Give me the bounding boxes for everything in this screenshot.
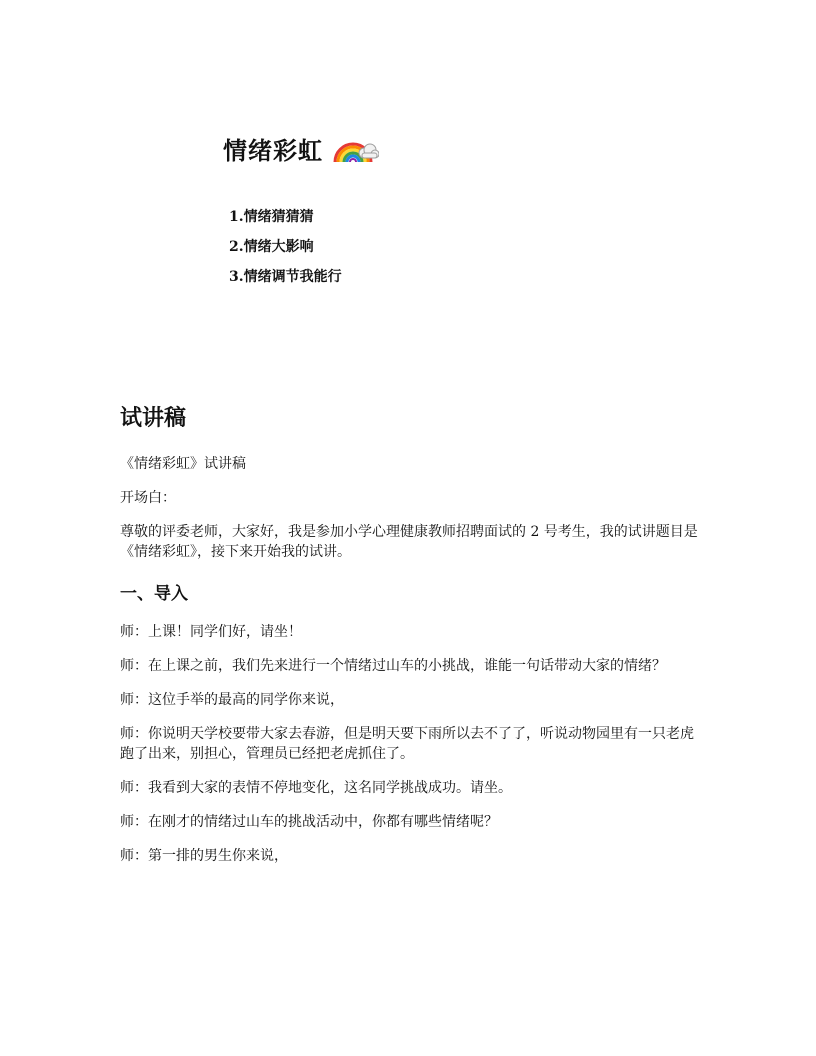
section-title: 试讲稿 xyxy=(120,405,187,431)
dialogue-line: 师：这位手举的最高的同学你来说， xyxy=(120,692,344,708)
opening-label: 开场白： xyxy=(120,490,176,506)
body-content xyxy=(120,398,700,880)
part1-title: 一、导入 xyxy=(120,584,188,604)
dialogue-line: 师：上课！同学们好，请坐！ xyxy=(120,624,302,640)
dialogue-line: 师：在上课之前，我们先来进行一个情绪过山车的小挑战，谁能一句话带动大家的情绪？ xyxy=(120,658,666,674)
dialogue-line: 师：在刚才的情绪过山车的挑战活动中，你都有哪些情绪呢？ xyxy=(120,814,498,830)
rainbow-icon xyxy=(331,132,379,166)
dialogue-line: 师：第一排的男生你来说， xyxy=(120,848,288,864)
opening-text: 尊敬的评委老师，大家好，我是参加小学心理健康教师招聘面试的 2 号考生，我的试讲题目是《情绪彩虹》，接下来开始我的试讲。 xyxy=(120,524,698,560)
toc-item: 3.情绪调节我能行 xyxy=(229,269,342,285)
toc-item: 1.情绪猜猜猜 xyxy=(229,209,314,225)
doc-title: 《情绪彩虹》试讲稿 xyxy=(120,456,246,472)
toc-item: 2.情绪大影响 xyxy=(229,239,314,255)
title-block xyxy=(223,126,379,176)
dialogue-line: 师：我看到大家的表情不停地变化，这名同学挑战成功。请坐。 xyxy=(120,780,512,796)
dialogue-line: 师：你说明天学校要带大家去春游，但是明天要下雨所以去不了了，听说动物园里有一只老虎跑了出来，别担心，管理员已经把老虎抓住了。 xyxy=(120,726,694,762)
table-of-contents xyxy=(229,202,342,292)
page-title: 情绪彩虹 xyxy=(223,136,323,165)
